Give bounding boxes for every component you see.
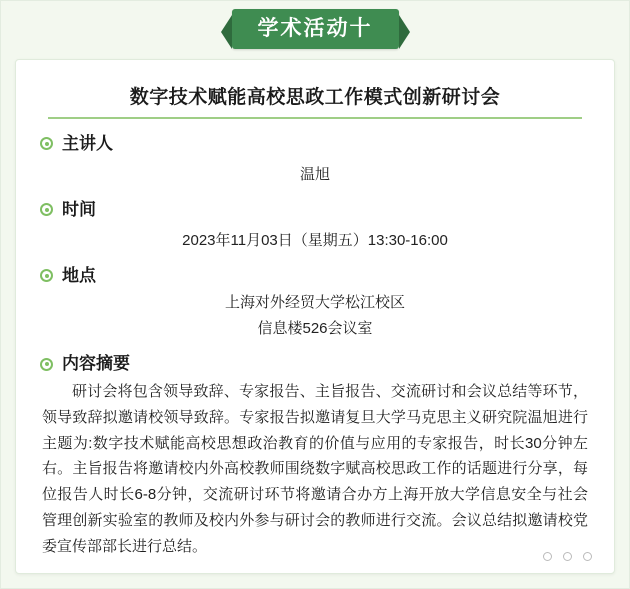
page-title: 数字技术赋能高校思政工作模式创新研讨会 bbox=[48, 86, 582, 119]
bullet-icon bbox=[40, 269, 53, 282]
location-value-line2: 信息楼526会议室 bbox=[257, 319, 373, 337]
pager-dots[interactable] bbox=[543, 552, 592, 561]
speaker-value: 温旭 bbox=[299, 165, 330, 183]
section-speaker bbox=[40, 133, 590, 155]
section-summary bbox=[40, 353, 590, 375]
section-location bbox=[40, 265, 590, 287]
activity-ribbon-title: 学术活动十 bbox=[232, 9, 399, 49]
section-label-time: 时间 bbox=[62, 199, 96, 219]
event-detail-card bbox=[15, 59, 615, 574]
pager-dot-2[interactable] bbox=[563, 552, 572, 561]
header-ribbon-container bbox=[1, 9, 629, 49]
section-label-summary: 内容摘要 bbox=[62, 353, 130, 373]
bullet-icon bbox=[40, 137, 53, 150]
summary-paragraph: 研讨会将包含领导致辞、专家报告、主旨报告、交流研讨和会议总结等环节，领导致辞拟邀请校领导致辞。专家报告拟邀请复旦大学马克思主义研究院温旭进行主题为:数字技术赋能高校思想政治教育的价值与应用的专家报告，时长30分钟左右。主旨报告将邀请校内外高校教师围绕数字赋高校思政工作的话题进行分享，每位报告人时长6-8分钟，交流研讨环节将邀请合办方上海开放大学信息安全与社会管理创新实验室的教师及校内外参与研讨会的教师进行交流。会议总结拟邀请校党委宣传部部长进行总结。 bbox=[42, 383, 588, 555]
bullet-icon bbox=[40, 203, 53, 216]
section-time bbox=[40, 199, 590, 221]
bullet-icon bbox=[40, 358, 53, 371]
pager-dot-1[interactable] bbox=[543, 552, 552, 561]
pager-dot-3[interactable] bbox=[583, 552, 592, 561]
section-label-location: 地点 bbox=[62, 265, 96, 285]
time-value: 2023年11月03日（星期五）13:30-16:00 bbox=[182, 231, 448, 249]
location-value-line1: 上海对外经贸大学松江校区 bbox=[224, 293, 405, 311]
section-label-speaker: 主讲人 bbox=[62, 133, 113, 153]
